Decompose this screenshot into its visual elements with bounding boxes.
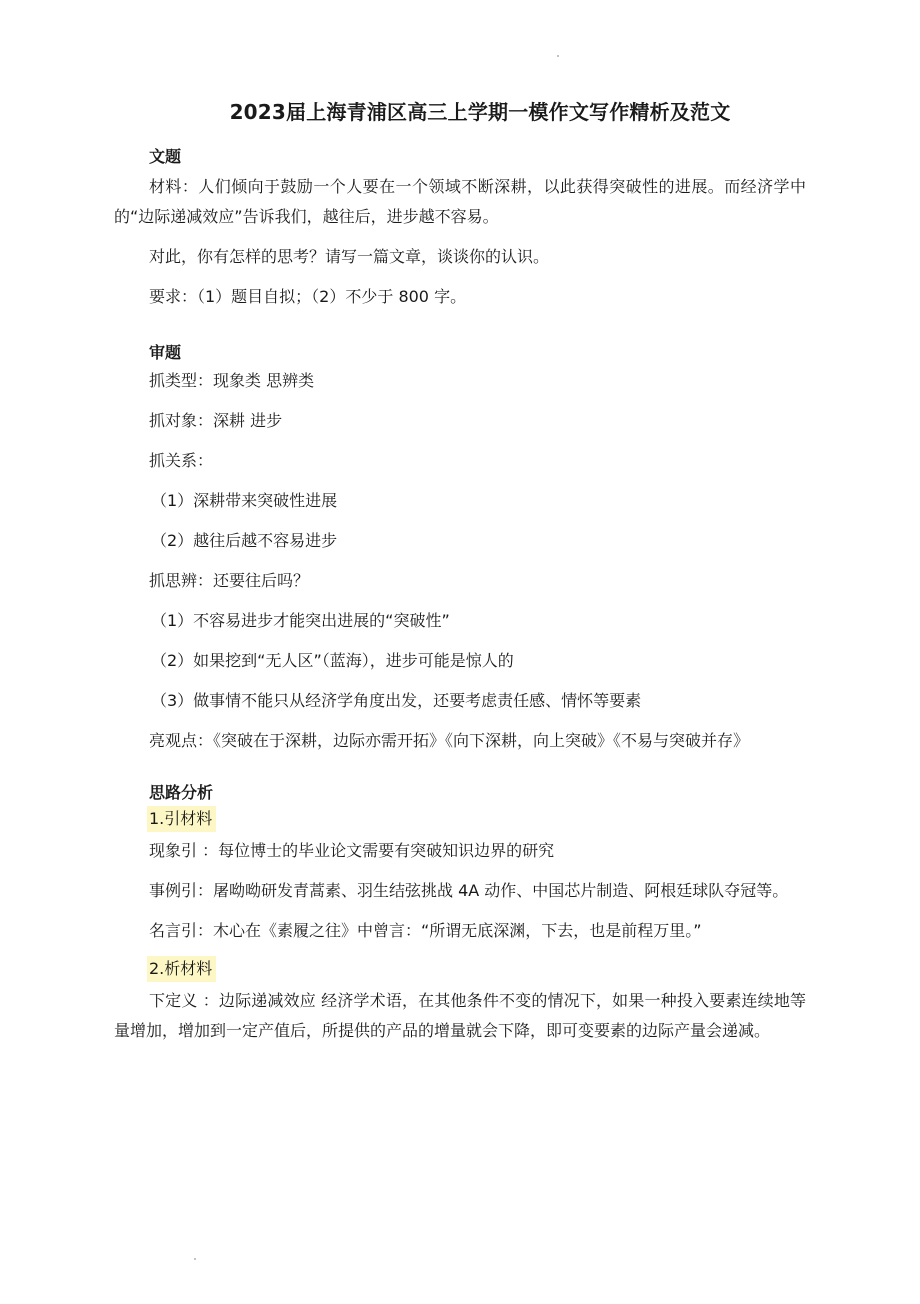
review-heading: 审题 [149,343,182,362]
review-relation-item: （1）深耕带来突破性进展 [151,491,338,510]
review-type: 抓类型：现象类 思辨类 [149,371,315,390]
topic-question: 对此，你有怎样的思考？请写一篇文章，谈谈你的认识。 [149,247,550,266]
scan-dot [557,55,559,57]
scan-dot [194,1258,196,1260]
analysis-examples: 事例引：屠呦呦研发青蒿素、羽生结弦挑战 4A 动作、中国芯片制造、阿根廷球队夺冠等。 [149,881,789,900]
highlighted-subheading: 2.析材料 [147,956,216,982]
review-objects: 抓对象：深耕 进步 [149,411,283,430]
analysis-phenomenon: 现象引 ：每位博士的毕业论文需要有突破知识边界的研究 [149,841,555,860]
topic-material: 材料：人们倾向于鼓励一个人要在一个领域不断深耕，以此获得突破性的进展。而经济学中的“边际递减效应”告诉我们，越往后，进步越不容易。 [114,177,806,226]
review-dialectic-label: 抓思辨：还要往后吗？ [149,571,310,590]
analysis-heading: 思路分析 [149,783,214,802]
analysis-quote: 名言引：木心在《素履之往》中曾言：“所谓无底深渊，下去，也是前程万里。” [149,921,702,940]
highlighted-subheading: 1.引材料 [147,806,216,832]
review-relations-label: 抓关系： [149,451,214,470]
analysis-part1-heading [114,806,806,832]
analysis-definition: 下定义 ：边际递减效应 经济学术语，在其他条件不变的情况下，如果一种投入要素连续地等量增加，增加到一定产值后，所提供的产品的增量就会下降，即可变要素的边际产量会递减。 [114,991,806,1040]
document-body [114,144,806,1056]
topic-heading: 文题 [149,147,182,166]
review-viewpoints: 亮观点：《突破在于深耕，边际亦需开拓》《向下深耕，向上突破》《不易与突破并存》 [149,731,750,750]
review-dialectic-item: （2）如果挖到“无人区”（蓝海），进步可能是惊人的 [151,651,514,670]
review-dialectic-item: （3）做事情不能只从经济学角度出发，还要考虑责任感、情怀等要素 [151,691,642,710]
review-relation-item: （2）越往后越不容易进步 [151,531,338,550]
topic-requirement: 要求：（1）题目自拟；（2）不少于 800 字。 [149,287,467,306]
review-dialectic-item: （1）不容易进步才能突出进展的“突破性” [151,611,450,630]
analysis-part2-heading [114,956,806,982]
document-title: 2023届上海青浦区高三上学期一模作文写作精析及范文 [229,100,731,124]
